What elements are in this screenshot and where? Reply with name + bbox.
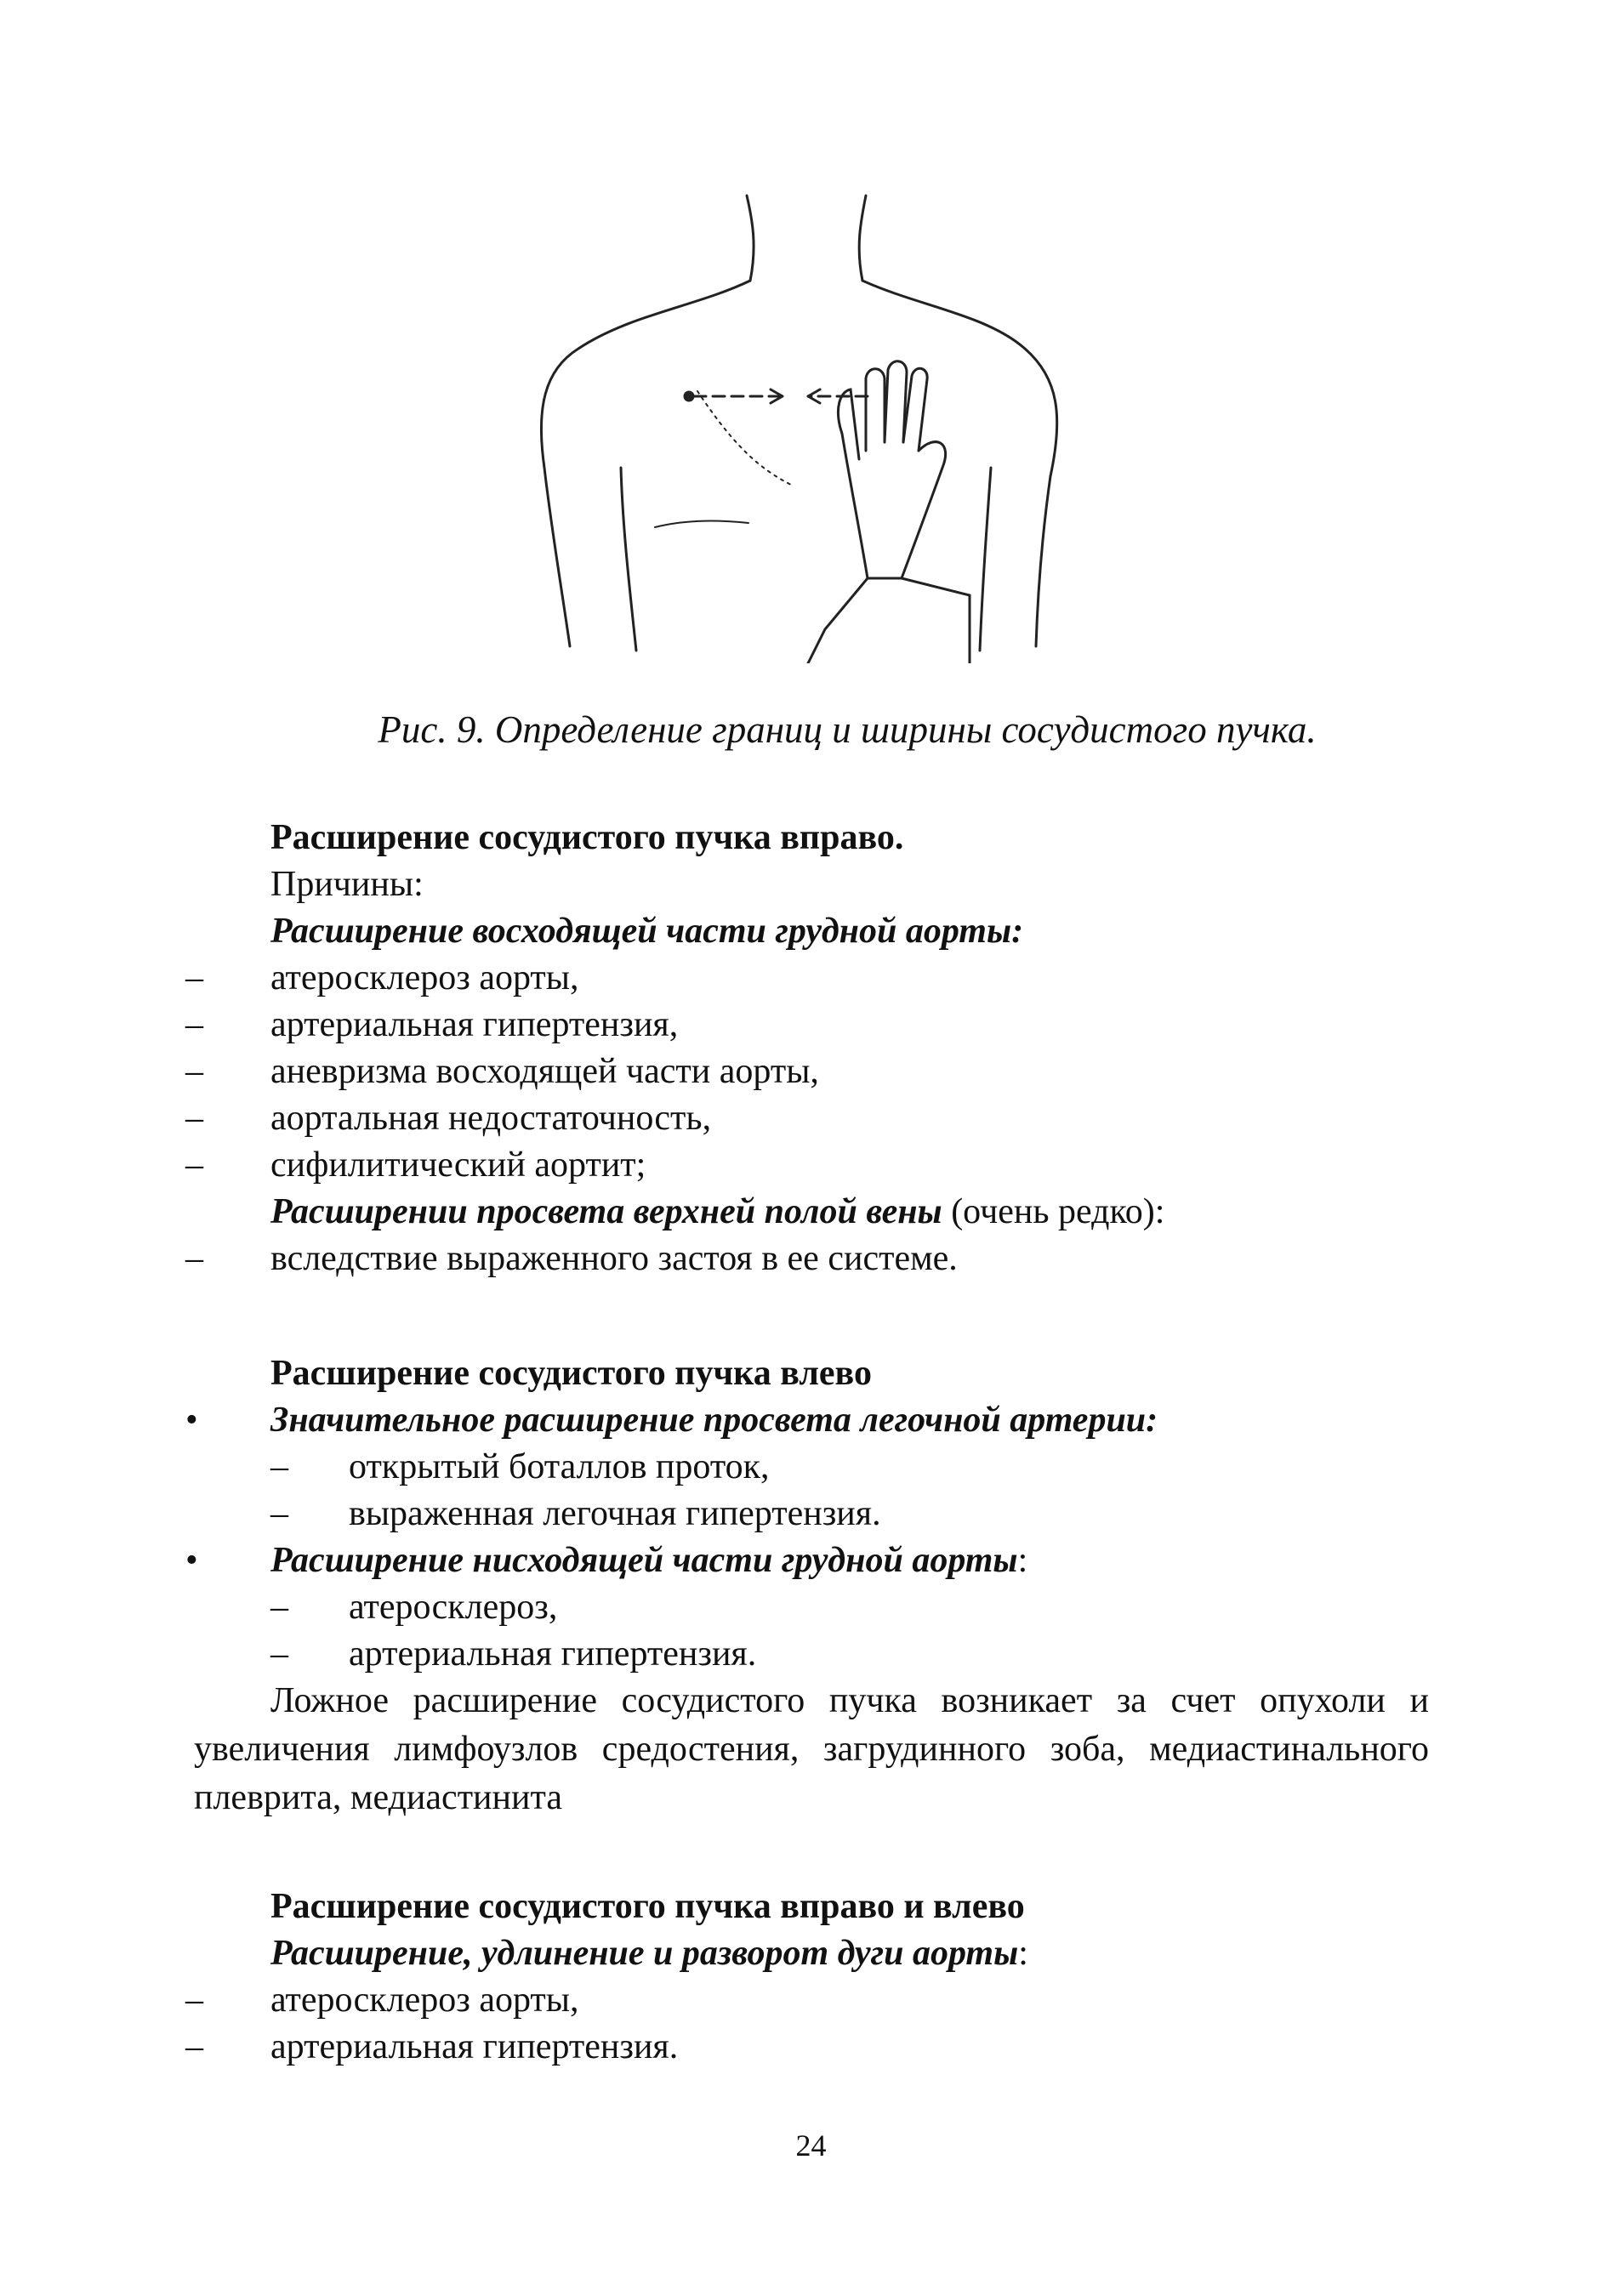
list-item: вследствие выраженного застоя в ее системе. bbox=[270, 1239, 958, 1278]
subheading-note: (очень редко): bbox=[942, 1192, 1165, 1231]
section2-heading: Расширение сосудистого пучка влево bbox=[270, 1354, 872, 1393]
dash-marker: – bbox=[185, 2027, 203, 2066]
figure-caption: Рис. 9. Определение границ и ширины сосудистого пучка. bbox=[378, 708, 1317, 751]
bullet-marker: • bbox=[185, 1541, 198, 1580]
dash-marker: – bbox=[270, 1588, 288, 1627]
dash-marker: – bbox=[185, 1099, 203, 1138]
subheading-bold: Расширение, удлинение и разворот дуги аорты bbox=[270, 1934, 1019, 1973]
bullet-item-pulmonary-artery: Значительное расширение просвета легочной артерии: bbox=[270, 1401, 1158, 1440]
dash-marker: – bbox=[270, 1447, 288, 1486]
causes-label: Причины: bbox=[270, 865, 424, 904]
section1-subheading-aorta: Расширение восходящей части грудной аорты: bbox=[270, 912, 1024, 951]
dash-marker: – bbox=[185, 958, 203, 997]
chest-percussion-illustration bbox=[527, 187, 1072, 663]
dash-marker: – bbox=[185, 1981, 203, 2020]
bullet-marker: • bbox=[185, 1401, 198, 1440]
section1-heading: Расширение сосудистого пучка вправо. bbox=[270, 818, 904, 857]
bullet-colon: : bbox=[1017, 1541, 1028, 1580]
dash-marker: – bbox=[185, 1005, 203, 1044]
list-item: выраженная легочная гипертензия. bbox=[349, 1494, 881, 1533]
dash-marker: – bbox=[185, 1145, 203, 1185]
list-item: атеросклероз аорты, bbox=[270, 958, 579, 997]
dash-marker: – bbox=[185, 1052, 203, 1091]
section3-subheading bbox=[270, 1930, 1028, 1976]
list-item: артериальная гипертензия. bbox=[270, 2027, 679, 2066]
list-item: артериальная гипертензия. bbox=[349, 1634, 757, 1674]
bullet-bold: Расширение нисходящей части грудной аорты bbox=[270, 1541, 1018, 1580]
subheading-colon: : bbox=[1018, 1934, 1028, 1973]
list-item: артериальная гипертензия, bbox=[270, 1005, 679, 1044]
section3-heading: Расширение сосудистого пучка вправо и влево bbox=[270, 1887, 1025, 1926]
list-item: сифилитический аортит; bbox=[270, 1145, 646, 1185]
section1-subheading-vena-cava bbox=[270, 1189, 1164, 1235]
dash-marker: – bbox=[185, 1239, 203, 1278]
dash-marker: – bbox=[270, 1634, 288, 1674]
list-item: атеросклероз аорты, bbox=[270, 1981, 579, 2020]
list-item: атеросклероз, bbox=[349, 1588, 558, 1627]
list-item: открытый боталлов проток, bbox=[349, 1447, 770, 1486]
dash-marker: – bbox=[270, 1494, 288, 1533]
false-widening-paragraph: Ложное расширение сосудистого пучка возникает за счет опухоли и увеличения лимфоузлов средостения, загрудинного зоба, медиастинального плеврита, медиастинита bbox=[194, 1681, 1429, 1817]
subheading-bold: Расширении просвета верхней полой вены bbox=[270, 1192, 942, 1231]
list-item: аортальная недостаточность, bbox=[270, 1099, 712, 1138]
list-item: аневризма восходящей части аорты, bbox=[270, 1052, 819, 1091]
page-number: 24 bbox=[795, 2128, 827, 2162]
bullet-item-descending-aorta bbox=[270, 1537, 1027, 1583]
